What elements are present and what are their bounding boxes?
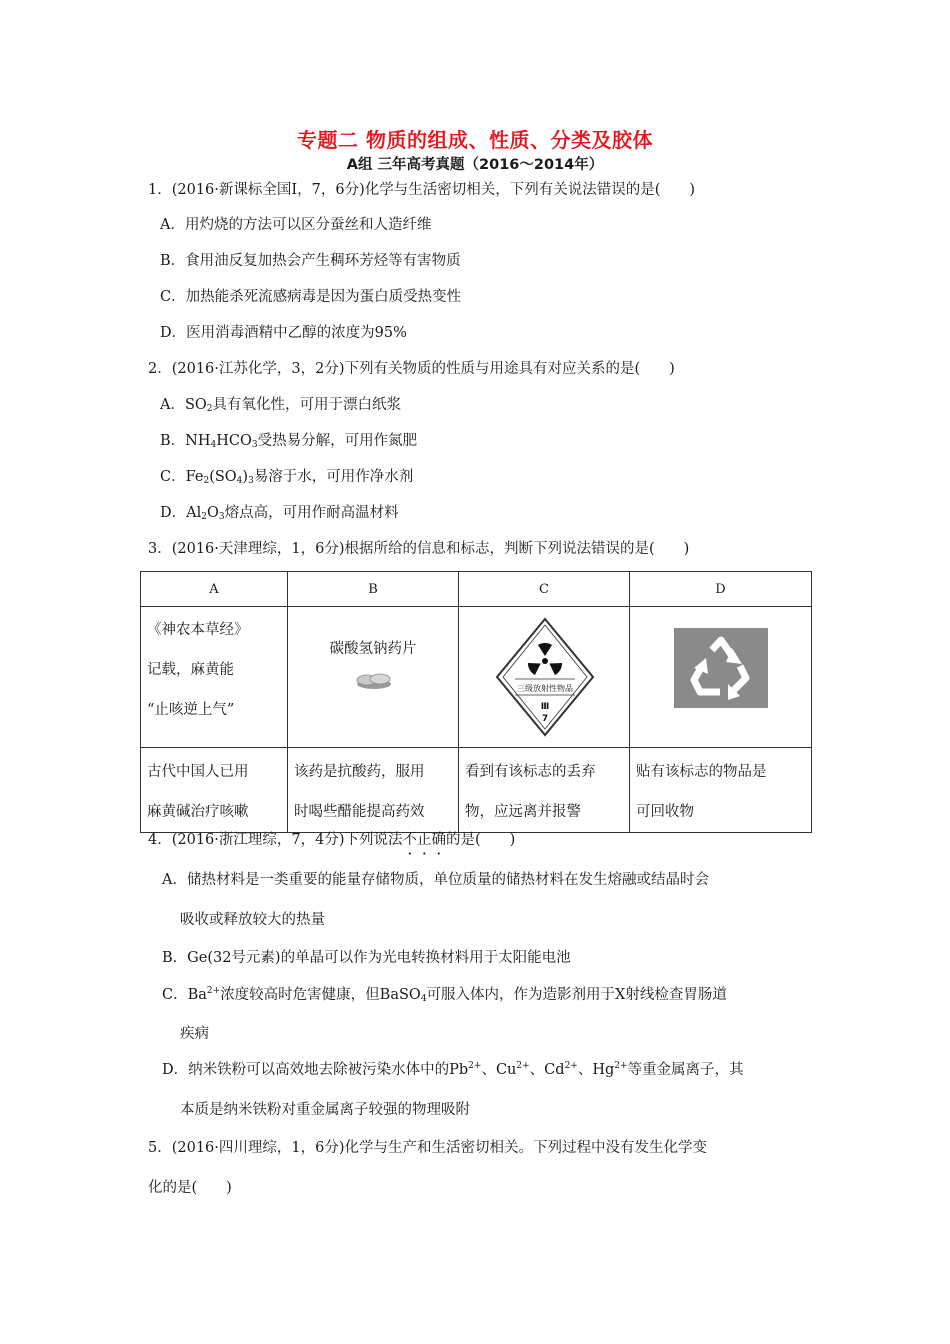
statement-b-line-1: 该药是抗酸药，服用: [294, 764, 425, 780]
q2-option-b: B．$NH_4HCO_3$受热易分解，可用作氮肥: [160, 433, 418, 450]
statement-a-line-1: 古代中国人已用: [147, 764, 249, 780]
q4-stem: 4．(2016·浙江理综，7，4分)下列说法不正确的是( ): [148, 832, 516, 848]
cell-a-statement: [141, 748, 288, 833]
q5-stem-line-1: 5．(2016·四川理综，1，6分)化学与生产和生活密切相关。下列过程中没有发生化学变: [148, 1140, 707, 1156]
q1-option-a: A．用灼烧的方法可以区分蚕丝和人造纤维: [160, 217, 432, 233]
cell-a-line-2: 记载，麻黄能: [147, 662, 234, 678]
cell-c-info: [459, 607, 630, 748]
q1-stem: 1．(2016·新课标全国Ⅰ，7，6分)化学与生活密切相关，下列有关说法错误的是( ): [148, 182, 696, 198]
q4-option-d-line-2: 本质是纳米铁粉对重金属离子较强的物理吸附: [180, 1102, 470, 1118]
statement-c-line-2: 物，应远离并报警: [465, 804, 581, 820]
q2-option-c: C．$Fe_2(SO_4)_3$易溶于水，可用作净水剂: [160, 469, 414, 486]
tablet-pills-icon: [354, 669, 394, 691]
statement-b-line-2: 时喝些醋能提高药效: [294, 804, 425, 820]
cell-b-statement: [288, 748, 459, 833]
sign-class: Ⅲ: [540, 702, 550, 712]
q2-option-d: D．$Al_2O_3$熔点高，可用作耐高温材料: [160, 505, 399, 522]
q5-stem-line-2: 化的是( ): [148, 1180, 232, 1196]
cell-a-line-3: “止咳逆上气”: [147, 702, 235, 718]
q2-option-a: A．$SO_2$具有氧化性，可用于漂白纸浆: [160, 397, 402, 414]
q3-stem: 3．(2016·天津理综，1，6分)根据所给的信息和标志，判断下列说法错误的是( ): [148, 541, 690, 557]
cell-c-statement: [459, 748, 630, 833]
table-header-b: B: [288, 572, 459, 607]
statement-a-line-2: 麻黄碱治疗咳嗽: [147, 804, 249, 820]
q4-option-b: B．Ge(32号元素)的单晶可以作为光电转换材料用于太阳能电池: [162, 950, 571, 966]
section-subtitle: A组 三年高考真题（2016～2014年）: [346, 157, 604, 173]
q4-option-a-line-2: 吸收或释放较大的热量: [180, 912, 325, 928]
q4-option-a-line-1: A．储热材料是一类重要的能量存储物质，单位质量的储热材料在发生熔融或结晶时会: [162, 872, 709, 888]
q1-option-d: D．医用消毒酒精中乙醇的浓度为95%: [160, 325, 407, 341]
cell-b-info: [288, 607, 459, 748]
statement-d-line-2: 可回收物: [636, 804, 694, 820]
recycle-icon: [674, 628, 768, 708]
q4-option-c-line-2: 疾病: [180, 1026, 209, 1042]
cell-a-line-1: 《神农本草经》: [147, 622, 249, 638]
cell-b-label: 碳酸氢钠药片: [329, 641, 417, 657]
table-header-d: D: [630, 572, 812, 607]
cell-d-statement: [630, 748, 812, 833]
q1-option-c: C．加热能杀死流感病毒是因为蛋白质受热变性: [160, 289, 462, 305]
statement-d-line-1: 贴有该标志的物品是: [636, 764, 767, 780]
sign-number: 7: [541, 714, 549, 724]
radioactive-warning-sign-icon: [493, 615, 597, 739]
page-title: 专题二 物质的组成、性质、分类及胶体: [297, 128, 653, 152]
cell-d-info: [630, 607, 812, 748]
table-header-a: A: [141, 572, 288, 607]
table-header-c: C: [459, 572, 630, 607]
q2-stem: 2．(2016·江苏化学，3，2分)下列有关物质的性质与用途具有对应关系的是( ): [148, 361, 675, 377]
cell-a-info: [141, 607, 288, 748]
q4-option-d-line-1: D．纳米铁粉可以高效地去除被污染水体中的$Pb^{2+}$、$Cu^{2+}$、$Cd^{2+}$、$Hg^{2+}$等重金属离子，其: [162, 1061, 744, 1078]
q1-option-b: B．食用油反复加热会产生稠环芳烃等有害物质: [160, 253, 461, 269]
q3-table: [140, 571, 812, 833]
sign-text: 三级放射性物品: [517, 684, 573, 693]
q4-option-c-line-1: C．$Ba^{2+}$浓度较高时危害健康，但BaSO$_4$可服入体内，作为造影剂用于X射线检查胃肠道: [162, 986, 727, 1004]
statement-c-line-1: 看到有该标志的丢弃: [465, 764, 596, 780]
